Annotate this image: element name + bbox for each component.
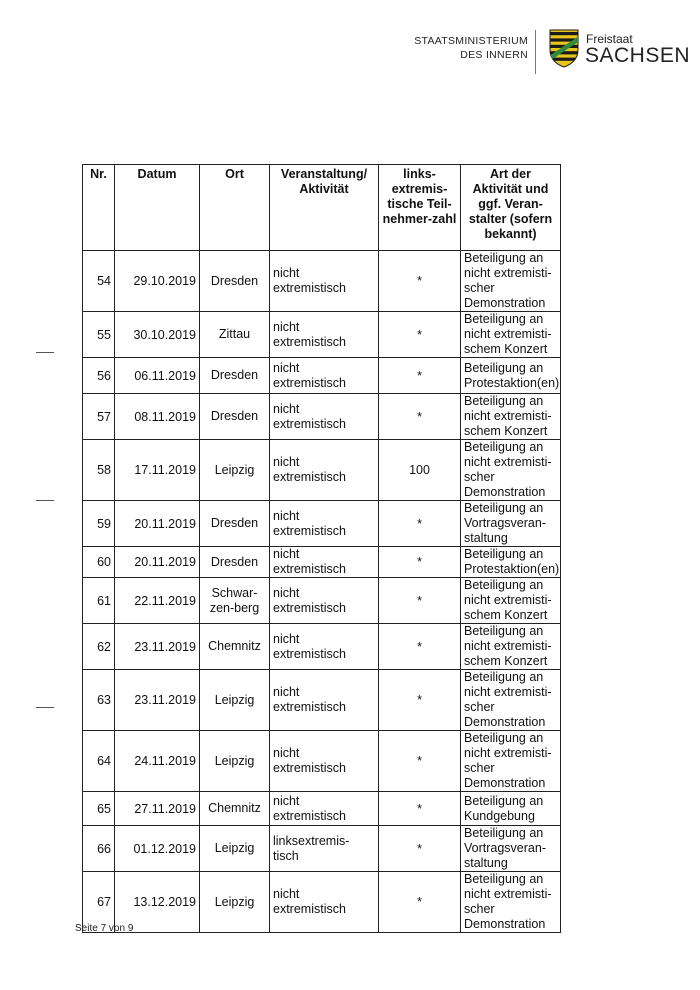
column-header-teilnehmerzahl: links-extremis-tische Teil-nehmer-zahl (379, 165, 461, 251)
table-row (83, 440, 561, 501)
cell-teilnehmerzahl: * (379, 394, 461, 440)
column-header-datum: Datum (115, 165, 200, 251)
cell-ort: Chemnitz (200, 792, 270, 826)
cell-datum: 27.11.2019 (115, 792, 200, 826)
table-row (83, 826, 561, 872)
cell-datum: 30.10.2019 (115, 312, 200, 358)
ministry-line-2: DES INNERN (460, 49, 528, 61)
cell-ort: Dresden (200, 358, 270, 394)
cell-datum: 13.12.2019 (115, 872, 200, 933)
cell-ort: Leipzig (200, 826, 270, 872)
cell-nr: 55 (83, 312, 115, 358)
table-row (83, 792, 561, 826)
table-row (83, 312, 561, 358)
cell-datum: 29.10.2019 (115, 251, 200, 312)
cell-datum: 23.11.2019 (115, 670, 200, 731)
cell-veranstaltung: nicht extremistisch (270, 792, 379, 826)
table-row (83, 358, 561, 394)
cell-art: Beteiligung an nicht extremisti-schem Konzert (461, 394, 561, 440)
cell-teilnehmerzahl: * (379, 578, 461, 624)
cell-veranstaltung: linksextremis-tisch (270, 826, 379, 872)
cell-nr: 60 (83, 547, 115, 578)
cell-nr: 54 (83, 251, 115, 312)
cell-nr: 67 (83, 872, 115, 933)
cell-ort: Schwar-zen-berg (200, 578, 270, 624)
cell-veranstaltung: nicht extremistisch (270, 624, 379, 670)
letterhead (404, 24, 694, 80)
cell-veranstaltung: nicht extremistisch (270, 358, 379, 394)
cell-ort: Dresden (200, 501, 270, 547)
sachsen-label: SACHSEN (585, 44, 691, 67)
margin-mark (36, 500, 54, 501)
cell-nr: 57 (83, 394, 115, 440)
cell-teilnehmerzahl: * (379, 731, 461, 792)
cell-art: Beteiligung an nicht extremisti-schem Konzert (461, 312, 561, 358)
cell-ort: Dresden (200, 547, 270, 578)
header-divider (535, 30, 536, 74)
cell-nr: 59 (83, 501, 115, 547)
cell-art: Beteiligung an nicht extremisti-scher Demonstration (461, 731, 561, 792)
margin-mark (36, 352, 54, 353)
cell-veranstaltung: nicht extremistisch (270, 731, 379, 792)
page-number: Seite 7 von 9 (75, 923, 134, 934)
cell-veranstaltung: nicht extremistisch (270, 670, 379, 731)
cell-teilnehmerzahl: * (379, 312, 461, 358)
table-row (83, 394, 561, 440)
cell-art: Beteiligung an Vortragsveran-staltung (461, 501, 561, 547)
cell-art: Beteiligung an nicht extremisti-scher Demonstration (461, 251, 561, 312)
column-header-art: Art der Aktivität und ggf. Veran-stalter (sofern bekannt) (461, 165, 561, 251)
cell-ort: Dresden (200, 251, 270, 312)
ministry-line-1: STAATSMINISTERIUM (414, 35, 528, 47)
cell-datum: 22.11.2019 (115, 578, 200, 624)
cell-art: Beteiligung an nicht extremisti-scher Demonstration (461, 670, 561, 731)
cell-art: Beteiligung an nicht extremisti-scher Demonstration (461, 440, 561, 501)
column-header-ort: Ort (200, 165, 270, 251)
margin-mark (36, 707, 54, 708)
cell-art: Beteiligung an Vortragsveran-staltung (461, 826, 561, 872)
table-row (83, 731, 561, 792)
table-row (83, 578, 561, 624)
cell-ort: Dresden (200, 394, 270, 440)
cell-nr: 64 (83, 731, 115, 792)
column-header-veranstaltung: Veranstaltung/ Aktivität (270, 165, 379, 251)
cell-ort: Leipzig (200, 440, 270, 501)
cell-art: Beteiligung an nicht extremisti-scher Demonstration (461, 872, 561, 933)
cell-datum: 24.11.2019 (115, 731, 200, 792)
cell-art: Beteiligung an nicht extremisti-schem Konzert (461, 624, 561, 670)
table-row (83, 251, 561, 312)
cell-ort: Leipzig (200, 731, 270, 792)
cell-nr: 62 (83, 624, 115, 670)
cell-veranstaltung: nicht extremistisch (270, 872, 379, 933)
events-table (82, 164, 561, 933)
table-row (83, 624, 561, 670)
table-row (83, 501, 561, 547)
saxony-coat-of-arms-icon (548, 28, 580, 68)
cell-veranstaltung: nicht extremistisch (270, 251, 379, 312)
cell-teilnehmerzahl: 100 (379, 440, 461, 501)
table-body (83, 251, 561, 933)
table-row (83, 872, 561, 933)
cell-teilnehmerzahl: * (379, 547, 461, 578)
cell-datum: 17.11.2019 (115, 440, 200, 501)
cell-datum: 08.11.2019 (115, 394, 200, 440)
cell-ort: Leipzig (200, 670, 270, 731)
cell-datum: 20.11.2019 (115, 547, 200, 578)
cell-teilnehmerzahl: * (379, 358, 461, 394)
cell-veranstaltung: nicht extremistisch (270, 312, 379, 358)
cell-ort: Chemnitz (200, 624, 270, 670)
cell-teilnehmerzahl: * (379, 792, 461, 826)
table-header-row (83, 165, 561, 251)
table-row (83, 670, 561, 731)
cell-teilnehmerzahl: * (379, 251, 461, 312)
cell-nr: 65 (83, 792, 115, 826)
cell-veranstaltung: nicht extremistisch (270, 501, 379, 547)
cell-nr: 58 (83, 440, 115, 501)
cell-nr: 61 (83, 578, 115, 624)
cell-art: Beteiligung an nicht extremisti-schem Konzert (461, 578, 561, 624)
cell-teilnehmerzahl: * (379, 826, 461, 872)
cell-teilnehmerzahl: * (379, 670, 461, 731)
cell-veranstaltung: nicht extremistisch (270, 578, 379, 624)
freistaat-label: Freistaat (586, 32, 633, 46)
cell-veranstaltung: nicht extremistisch (270, 440, 379, 501)
cell-art: Beteiligung an Protestaktion(en) (461, 547, 561, 578)
cell-nr: 63 (83, 670, 115, 731)
cell-nr: 56 (83, 358, 115, 394)
cell-teilnehmerzahl: * (379, 501, 461, 547)
cell-art: Beteiligung an Kundgebung (461, 792, 561, 826)
cell-ort: Zittau (200, 312, 270, 358)
cell-datum: 01.12.2019 (115, 826, 200, 872)
cell-teilnehmerzahl: * (379, 872, 461, 933)
cell-nr: 66 (83, 826, 115, 872)
cell-datum: 23.11.2019 (115, 624, 200, 670)
cell-datum: 20.11.2019 (115, 501, 200, 547)
cell-veranstaltung: nicht extremistisch (270, 547, 379, 578)
column-header-nr: Nr. (83, 165, 115, 251)
cell-art: Beteiligung an Protestaktion(en) (461, 358, 561, 394)
table-row (83, 547, 561, 578)
cell-teilnehmerzahl: * (379, 624, 461, 670)
cell-veranstaltung: nicht extremistisch (270, 394, 379, 440)
ministry-name (414, 34, 528, 62)
cell-ort: Leipzig (200, 872, 270, 933)
cell-datum: 06.11.2019 (115, 358, 200, 394)
